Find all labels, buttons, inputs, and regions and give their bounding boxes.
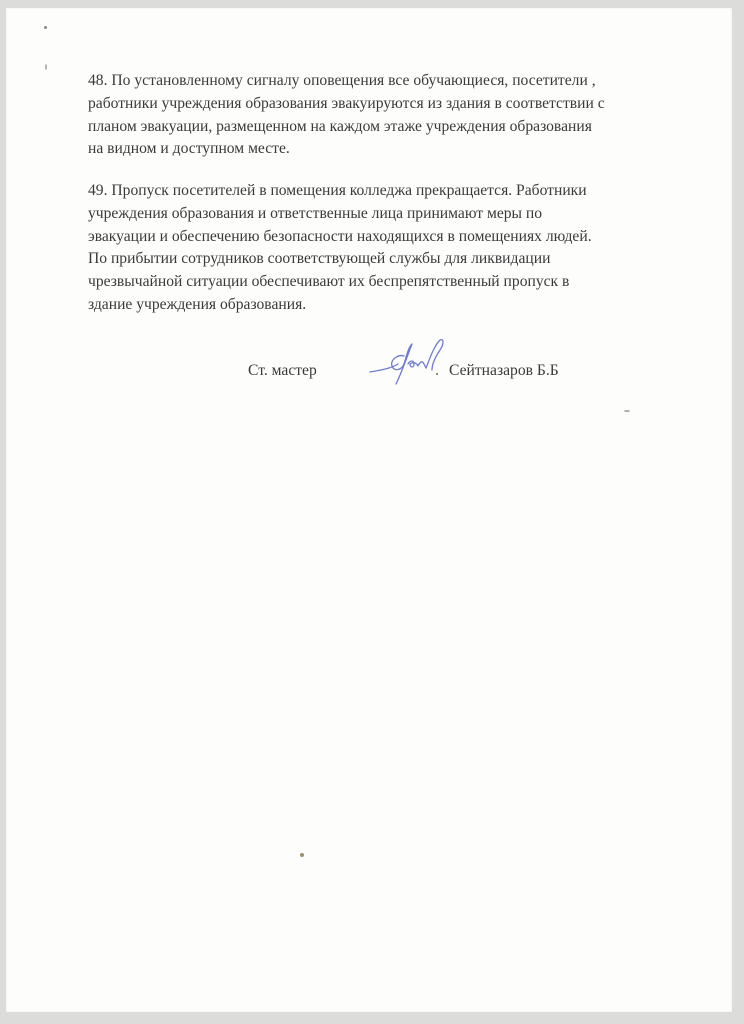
paragraph-line: работники учреждения образования эвакуируются из здания в соответствии с (88, 94, 605, 112)
scan-speck (624, 410, 630, 412)
paragraph-line: По прибытии сотрудников соответствующей службы для ликвидации (88, 250, 551, 268)
paragraph-line: 49. Пропуск посетителей в помещения колледжа прекращается. Работники (88, 182, 587, 199)
paragraph-48 (88, 70, 688, 161)
paragraph-line: на видном и доступном месте. (88, 140, 290, 158)
paragraph-line: 48. По установленному сигналу оповещения все обучающиеся, посетители , (88, 72, 596, 89)
paragraph-line: чрезвычайной ситуации обеспечивают их беспрепятственный пропуск в (88, 273, 570, 291)
paragraph-49 (88, 180, 688, 317)
scan-speck (300, 853, 304, 857)
paragraph-line: учреждения образования и ответственные лица принимают меры по (88, 204, 543, 222)
paragraph-line: планом эвакуации, размещенном на каждом этаже учреждения образования (88, 117, 592, 135)
signatory-name: Сейтназаров Б.Б (449, 362, 559, 379)
position-title: Ст. мастер (248, 362, 317, 379)
scan-speck (44, 26, 47, 29)
signature-block (0, 358, 744, 394)
paragraph-line: здание учреждения образования. (88, 295, 307, 313)
paragraph-line: эвакуации и обеспечению безопасности находящихся в помещениях людей. (88, 227, 592, 245)
scan-speck (45, 64, 47, 70)
handwritten-signature (368, 334, 452, 390)
